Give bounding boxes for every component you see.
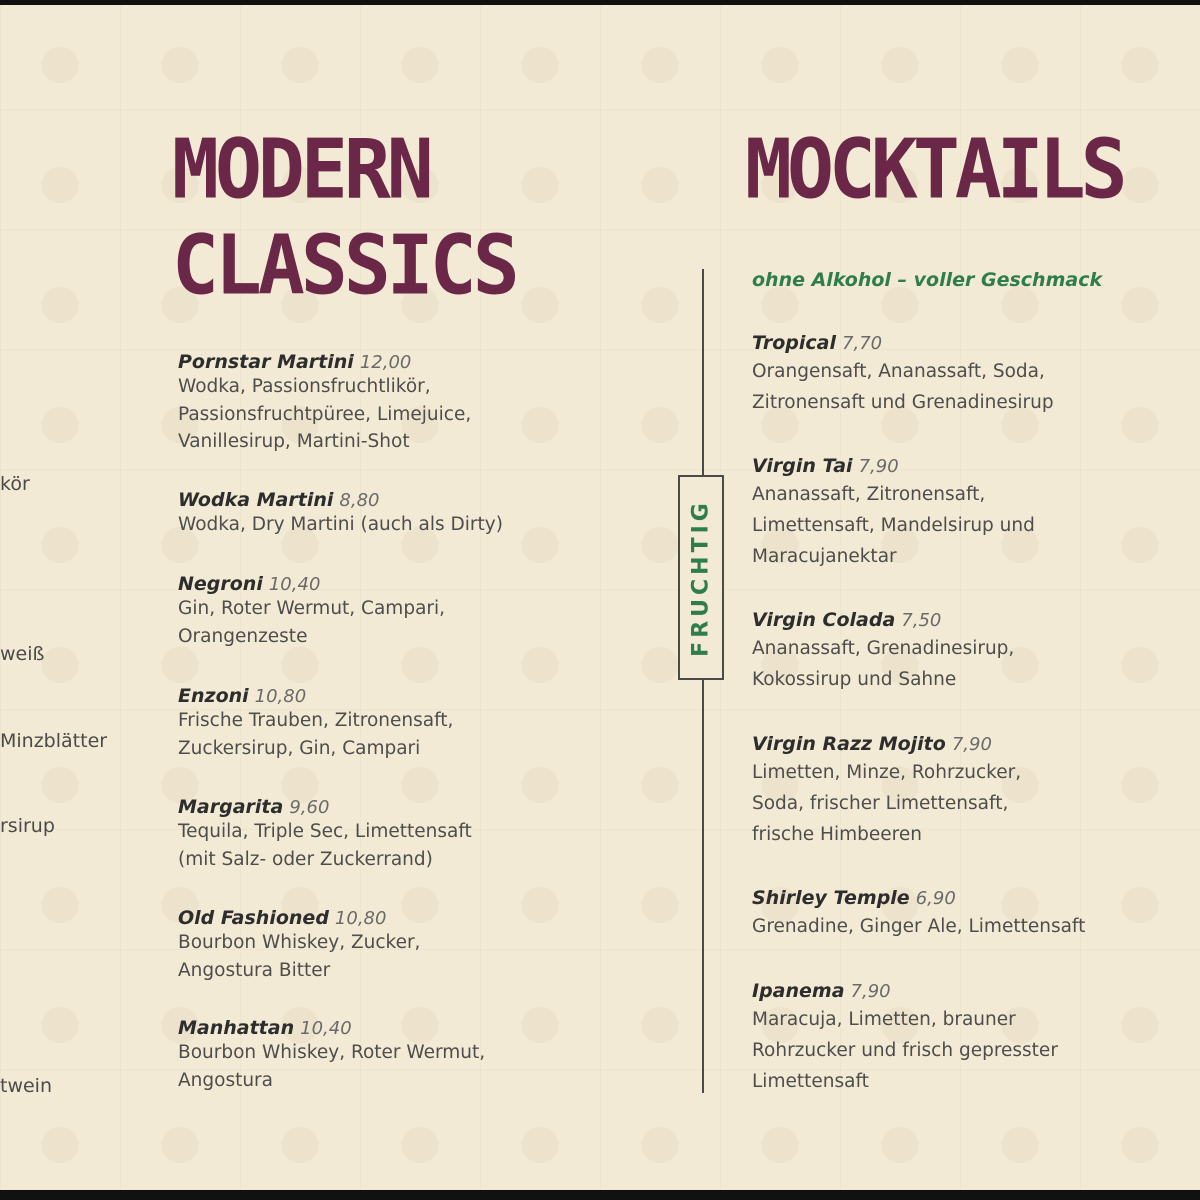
desc-line: Rohrzucker und frisch gepresster [752,1040,1058,1061]
item-description [178,373,578,456]
side-label-box [678,475,724,680]
desc-line: Vanillesirup, Martini-Shot [178,431,410,452]
desc-line: Limetten, Minze, Rohrzucker, [752,762,1022,783]
desc-line: frische Himbeeren [752,824,922,845]
item-description [178,929,578,984]
desc-line: Soda, frischer Limettensaft, [752,793,1009,814]
desc-line: Tequila, Triple Sec, Limettensaft [178,821,472,842]
menu-item-shirley-temple [752,887,1132,942]
menu-item-margarita [178,796,578,873]
item-price: 10,40 [300,1018,352,1039]
desc-line: Passionsfruchtpüree, Limejuice, [178,403,472,425]
desc-line: Orangensaft, Ananassaft, Soda, [752,361,1045,382]
item-name: Wodka Martini [178,489,334,511]
edge-fragment: twein [0,1075,52,1097]
item-price: 9,60 [289,797,330,818]
item-name: Old Fashioned [178,907,329,929]
desc-line: Angostura Bitter [178,959,331,981]
desc-line: Wodka, Dry Martini (auch als Dirty) [178,514,503,535]
item-price: 8,80 [339,490,380,511]
item-price: 10,80 [254,686,307,707]
menu-item-virgin-colada [752,609,1132,695]
menu-item-pornstar-martini [178,351,578,456]
item-name: Shirley Temple [752,887,910,909]
item-description [752,911,1132,942]
menu-item-virgin-tai [752,455,1132,572]
item-description [178,1039,578,1094]
desc-line: Zitronensaft und Grenadinesirup [752,392,1054,413]
item-price: 10,80 [334,908,387,929]
item-description [752,479,1132,572]
desc-line: (mit Salz- oder Zuckerrand) [178,848,433,870]
item-price: 7,90 [850,981,891,1002]
item-name: Tropical [752,332,837,354]
item-price: 6,90 [915,888,956,909]
edge-fragment: Minzblätter [0,730,108,752]
desc-line: Limettensaft [752,1071,869,1092]
desc-line: Bourbon Whiskey, Zucker, [178,932,421,953]
desc-line: Kokossirup und Sahne [752,669,957,690]
item-price: 10,40 [268,574,321,595]
item-name: Manhattan [178,1017,295,1039]
desc-line: Zuckersirup, Gin, Campari [178,737,421,759]
item-name: Enzoni [178,685,249,707]
desc-line: Maracuja, Limetten, brauner [752,1009,1016,1030]
item-price: 12,00 [359,352,412,373]
item-description [752,1004,1132,1097]
item-name: Virgin Razz Mojito [752,733,946,755]
item-price: 7,90 [858,456,899,477]
item-name: Pornstar Martini [178,351,354,373]
desc-line: Maracujanektar [752,546,897,567]
desc-line: Frische Trauben, Zitronensaft, [178,710,454,731]
vertical-divider [702,269,704,1093]
edge-fragment: kör [0,473,30,495]
desc-line: Bourbon Whiskey, Roter Wermut, [178,1042,486,1063]
menu-item-manhattan [178,1017,578,1094]
desc-line: Grenadine, Ginger Ale, Limettensaft [752,916,1086,937]
section-title-line1: MODERN [172,122,430,218]
item-description [178,511,578,539]
menu-item-old-fashioned [178,907,578,984]
menu-item-negroni [178,573,578,650]
item-price: 7,70 [842,333,883,354]
item-name: Virgin Colada [752,609,896,631]
item-description [178,818,578,873]
menu-item-tropical [752,332,1132,418]
item-description [178,595,578,650]
item-description [752,633,1132,695]
menu-item-wodka-martini [178,489,578,539]
item-name: Negroni [178,573,263,595]
side-label: FRUCHTIG [688,498,714,657]
desc-line: Ananassaft, Zitronensaft, [752,484,986,505]
menu-item-enzoni [178,685,578,762]
item-description [178,707,578,762]
desc-line: Gin, Roter Wermut, Campari, [178,598,446,619]
item-name: Virgin Tai [752,455,853,477]
edge-fragment: weiß [0,643,45,665]
section-title: MOCKTAILS [745,122,1123,218]
menu-item-ipanema [752,980,1132,1097]
section-subtitle: ohne Alkohol – voller Geschmack [752,269,1103,291]
section-title-line2: CLASSICS [172,218,516,314]
desc-line: Wodka, Passionsfruchtlikör, [178,376,431,397]
menu-item-virgin-razz-mojito [752,733,1132,850]
item-price: 7,50 [901,610,942,631]
desc-line: Orangenzeste [178,625,308,647]
desc-line: Ananassaft, Grenadinesirup, [752,638,1015,659]
desc-line: Angostura [178,1069,274,1091]
item-description [752,356,1132,418]
item-name: Margarita [178,796,284,818]
item-price: 7,90 [951,734,992,755]
item-name: Ipanema [752,980,845,1002]
item-description [752,757,1132,850]
edge-fragment: rsirup [0,815,55,837]
desc-line: Limettensaft, Mandelsirup und [752,515,1035,536]
